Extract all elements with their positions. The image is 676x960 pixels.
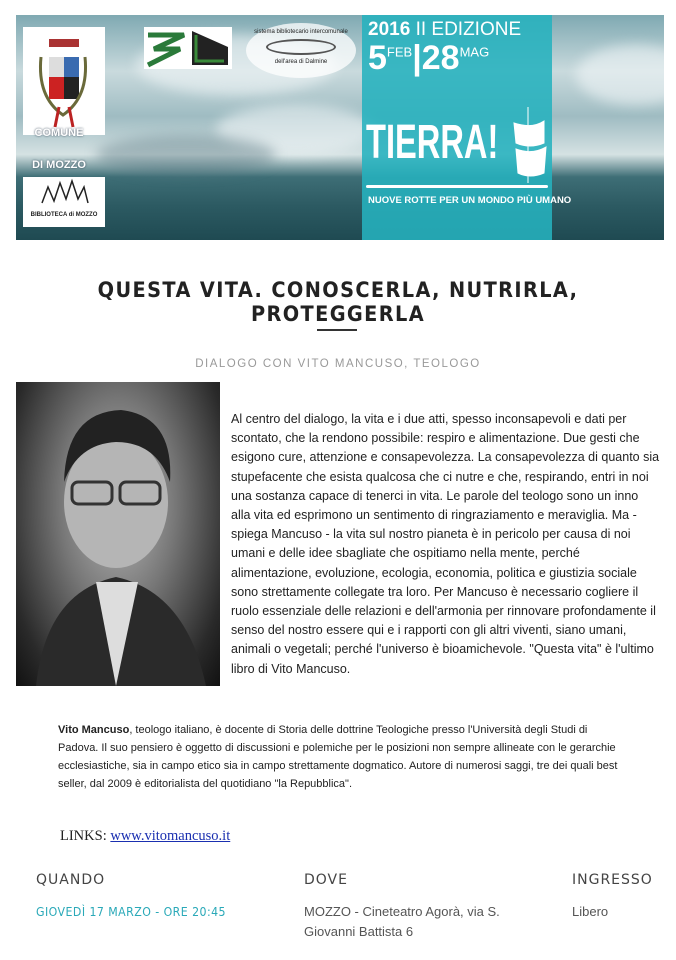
where-line1: MOZZO - Cineteatro Agorà, via S. [304,904,500,919]
festival-name: TIERRA! [366,116,499,169]
entry-label: INGRESSO [572,872,653,888]
coat-of-arms-icon [23,27,105,135]
comune-line2: DI MOZZO [32,159,86,171]
tagline: NUOVE ROTTE PER UN MONDO PIÙ UMANO [368,195,572,206]
biblioteca-logo-text: BIBLIOTECA di MOZZO [30,212,98,218]
end-month: MAG [459,44,490,60]
website-link[interactable]: www.vitomancuso.it [110,828,231,844]
ship-icon [508,103,552,193]
sistema-logo-bottom: dell'area di Dalmine [274,59,328,65]
bio-text: , teologo italiano, è docente di Storia delle dottrine Teologiche presso l'Università degli Studi di Padova. Il suo pensiero è oggetto di discussioni e polemiche per le posizioni non sempre allineate con le gerarchie ecclesiastiche, sia in campo etico sia in campo strettamente dogmatico. Autore di numerosi saggi, tre dei quali best seller, dal 2009 è editorialista del quotidiano "la Repubblica". [58,724,618,790]
bio-name: Vito Mancuso [58,724,130,736]
sun-book-icon [34,177,94,207]
coat-of-arms-logo [23,27,105,135]
where-label: DOVE [304,872,348,888]
start-day: 5 [368,39,387,77]
comune-line1: COMUNE [34,127,84,139]
event-description: Al centro del dialogo, la vita e i due atti, spesso inconsapevoli e dati per scontato, che la rendono possibile: respiro e alimentazione. Due gesti che esigono cure, attenzione e consapevolezza. La consapevolezza di quanto sia stupefacente che esista qualcosa che ci nutre e che, respirando, entri in noi una sostanza capace di tenerci in vita. Le parole del teologo sono un inno alla vita ed esprimono un sentimento di ringraziamento e meraviglia. Ma - spiega Mancuso - la vita sul nostro pianeta è in pericolo per causa di noi umani e delle idee sbagliate che ospitiamo nella mente, perché alimentazione, evoluzione, ecologia, economia, politica e giustizia sociale sono strettamente collegate tra loro. Per Mancuso è necessario cogliere il ruolo essenziale delle relazioni e dell'armonia per rinnovare profondamente il senso del nostro essere qui e i rapporti con gli altri viventi, siano umani, animali o vegetali; perché l'universo è bioamichevole. "Questa vita" è l'ultimo libro di Vito Mancuso. [231,412,660,676]
links-row [60,828,230,845]
divider [317,329,357,331]
entry-value: Libero [572,904,609,919]
end-day: 28 [421,39,460,77]
sistema-logo [246,23,356,78]
biblioteca-logo [23,177,105,227]
edition: II EDIZIONE [415,19,522,40]
festival-panel: 2016 II EDIZIONE $5^{FEB}|28^{MAG}$ TIERRA! NUOVE ROTTE PER UN MONDO PIÙ UMANO [362,15,552,240]
event-banner [16,15,664,240]
when-label: QUANDO [36,872,106,888]
speaker-photo [16,382,220,686]
sb-logo-icon [144,27,232,69]
start-month: FEB [386,44,413,60]
sistema-logo-top: sistema bibliotecario intercomunale [254,29,348,35]
sb-logo [144,27,232,69]
page-title: QUESTA VITA. CONOSCERLA, NUTRIRLA, PROTEGGERLA [97,278,579,326]
speaker-bio [58,721,628,793]
portrait-silhouette [16,382,220,686]
links-label: LINKS: [60,828,111,844]
where-line2: Giovanni Battista 6 [304,924,414,939]
subtitle: DIALOGO CON VITO MANCUSO, TEOLOGO [195,358,481,370]
year: 2016 [368,19,411,40]
when-value: GIOVEDÌ 17 MARZO - ORE 20:45 [36,904,226,919]
